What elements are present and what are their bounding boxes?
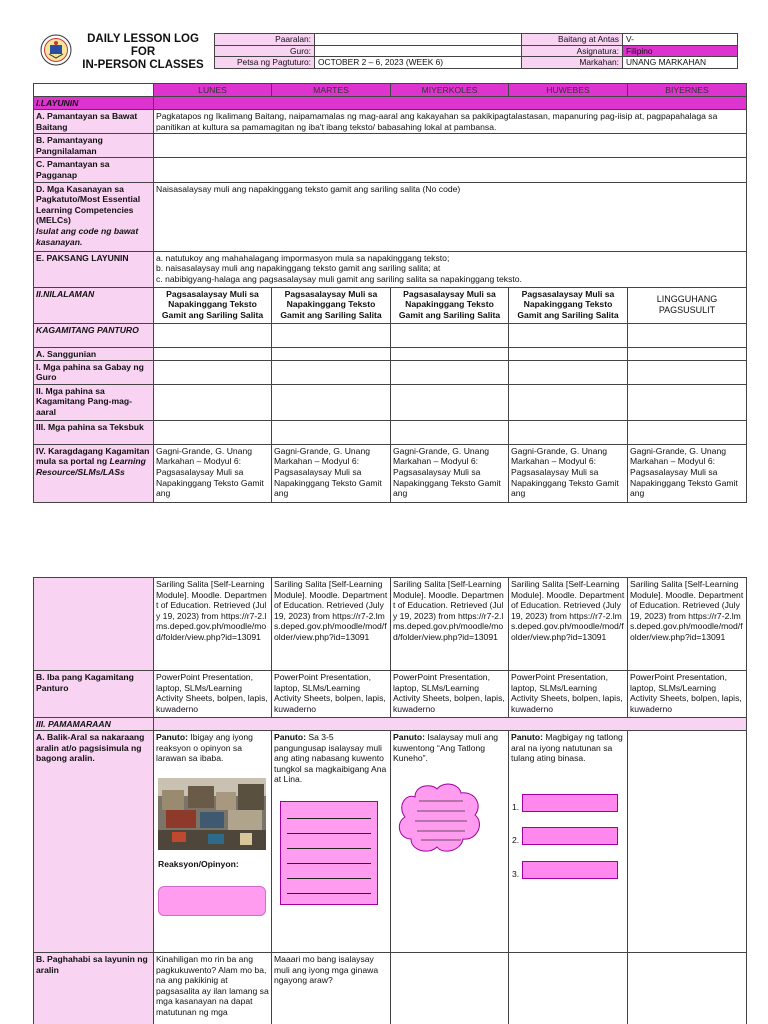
day-lunes: LUNES [154,84,272,97]
iba-lunes: PowerPoint Presentation, laptop, SLMs/Learning Activity Sheets, bolpen, lapis, kuwaderno [154,671,272,718]
panuto-label: Panuto: [393,732,425,742]
paghahabi-lunes: Kinahiligan mo rin ba ang pagkukuwento? Alam mo ba, na ang pakikinig at pagsasalita ay ilan lamang sa mga kasanayan na dapat matutunan ng mga [154,953,272,1024]
ref-huwebes: Gagni-Grande, G. Unang Markahan – Modyul 6: Pagsasalaysay Muli sa Napakinggang Teksto Gamit ang [509,444,628,502]
paaralan-label: Paaralan: [215,34,315,46]
reaksyon-label: Reaksyon/Opinyon: [158,859,239,869]
ref-cont-martes: Sariling Salita [Self-Learning Module]. Moodle. Department of Education. Retrieved (July 19, 2023) from https://r7-2.lms.deped.gov.ph/moodle/mod/folder/view.php?id=13091 [272,578,391,671]
ref-cont-biyernes: Sariling Salita [Self-Learning Module]. Moodle. Department of Education. Retrieved (July 19, 2023) from https://r7-2.lms.deped.gov.ph/moodle/mod/folder/view.php?id=13091 [628,578,747,671]
deped-seal-icon [40,34,72,66]
melc-text: Naisasalaysay muli ang napakinggang teksto gamit ang sariling salita (No code) [154,182,747,251]
layunin-c: c. nabibigyang-halaga ang pagsasalaysay muli gamit ang sariling salita sa napakinggang teksto. [156,273,522,284]
pamantayang-pangnilalaman-label: B. Pamantayang Pangnilalaman [34,134,154,158]
gabay-guro-label: I. Mga pahina sa Gabay ng Guro [34,360,154,384]
document-title [74,33,212,72]
sanggunian-label: A. Sanggunian [34,347,154,360]
lingguhang-pagsusulit: LINGGUHANG PAGSUSULIT [628,287,747,323]
wed-panuto: Isalaysay muli ang kuwentong “Ang Tatlong Kuneho”. [393,732,499,764]
nilalaman-heading: II.NILALAMAN [34,287,154,323]
header-info-table [214,33,738,69]
asignatura-label: Asignatura: [522,45,623,57]
aral-number-3: 3. [512,869,520,879]
day-huwebes: HUWEBES [509,84,628,97]
mon-panuto: Ibigay ang iyong reaksyon o opinyon sa larawan sa ibaba. [156,732,253,764]
paaralan-value [315,34,522,46]
topic-huwebes: Pagsasalaysay Muli sa Napakinggang Teksto Gamit ang Sariling Salita [509,287,628,323]
ref-miyerkoles: Gagni-Grande, G. Unang Markahan – Modyul 6: Pagsasalaysay Muli sa Napakinggang Teksto Gamit ang [391,444,509,502]
panuto-label: Panuto: [274,732,306,742]
day-martes: MARTES [272,84,391,97]
ref-lunes: Gagni-Grande, G. Unang Markahan – Modyul 6: Pagsasalaysay Muli sa Napakinggang Teksto Gamit ang [154,444,272,502]
aral-number-1: 1. [512,802,520,812]
aral-answer-box-3[interactable] [522,861,618,879]
title-line-2: IN-PERSON CLASSES [82,59,204,71]
pamantayan-bawat-baitang-label: A. Pamantayan sa Bawat Baitang [34,110,154,134]
iba-kagamitan-label: B. Iba pang Kagamitang Panturo [34,671,154,718]
pamantayan-bawat-baitang-text: Pagkatapos ng Ikalimang Baitang, naipamamalas ng mag-aaral ang kakayahan sa pakikipagtalastasan, mapanuring pag-iisip at, pagpapahalaga sa panitikan at kultura sa pamamagitan ng iba't ibang teksto/ babasahing lokal at pambansa. [154,110,747,134]
layunin-a: a. natutukoy ang mahahalagang impormasyon mula sa napakinggang teksto; [156,252,450,263]
aral-answer-box-1[interactable] [522,794,618,812]
markahan-value: UNANG MARKAHAN [623,57,738,69]
aral-answer-box-2[interactable] [522,827,618,845]
ref-cont-lunes: Sariling Salita [Self-Learning Module]. Moodle. Department of Education. Retrieved (July 19, 2023) from https://r7-2.lms.deped.gov.ph/moodle/mod/folder/view.php?id=13091 [154,578,272,671]
guro-value [315,45,522,57]
topic-martes: Pagsasalaysay Muli sa Napakinggang Teksto Gamit ang Sariling Salita [272,287,391,323]
day-header-row [34,84,747,97]
teksbuk-label: III. Mga pahina sa Teksbuk [34,420,154,444]
karagdagang-kagamitan-label [34,444,154,502]
ref-martes: Gagni-Grande, G. Unang Markahan – Modyul 6: Pagsasalaysay Muli sa Napakinggang Teksto Gamit ang [272,444,391,502]
guro-label: Guro: [215,45,315,57]
pamamaraan-heading: III. PAMAMARAAN [34,718,154,731]
kagamitang-pangmag-label: II. Mga pahina sa Kagamitang Pang-mag-aaral [34,384,154,420]
slum-photo-image [158,778,266,850]
baitang-label: Baitang at Antas [522,34,623,46]
topic-lunes: Pagsasalaysay Muli sa Napakinggang Teksto Gamit ang Sariling Salita [154,287,272,323]
reaksyon-answer-box[interactable] [158,886,266,916]
thu-panuto: Magbigay ng tatlong aral na iyong natutunan sa tulang ating binasa. [511,732,623,764]
panuto-label: Panuto: [511,732,543,742]
melc-italic-note: Isulat ang code ng bawat kasanayan. [36,225,139,247]
aral-number-2: 2. [512,835,520,845]
asignatura-value: Filipino [623,45,738,57]
melc-label: D. Mga Kasanayan sa Pagkatuto/Most Essential Learning Competencies (MELCs) [36,183,141,226]
panuto-label: Panuto: [156,732,188,742]
pamantayan-pagganap-label: C. Pamantayan sa Pagganap [34,158,154,182]
balik-aral-lunes [154,731,272,953]
balik-aral-miyerkoles [391,731,509,953]
iba-miyerkoles: PowerPoint Presentation, laptop, SLMs/Learning Activity Sheets, bolpen, lapis, kuwaderno [391,671,509,718]
iv-label-text: IV. Karagdagang Kagamitan mula sa portal ng [36,445,150,467]
baitang-value: V- [623,34,738,46]
day-biyernes: BIYERNES [628,84,747,97]
balik-aral-label: A. Balik-Aral sa nakaraang aralin at/o pagsisimula ng bagong aralin. [34,731,154,953]
ref-cont-miyerkoles: Sariling Salita [Self-Learning Module]. Moodle. Department of Education. Retrieved (July 19, 2023) from https://r7-2.lms.deped.gov.ph/moodle/mod/folder/view.php?id=13091 [391,578,509,671]
ref-biyernes: Gagni-Grande, G. Unang Markahan – Modyul 6: Pagsasalaysay Muli sa Napakinggang Teksto Gamit ang [628,444,747,502]
paghahabi-martes: Maaari mo bang isalaysay muli ang iyong mga ginawa ngayong araw? [272,953,391,1024]
layunin-b: b. naisasalaysay muli ang napakinggang teksto gamit ang sariling salita; at [156,263,441,274]
markahan-label: Markahan: [522,57,623,69]
balik-aral-huwebes [509,731,628,953]
paghahabi-label: B. Paghahabi sa layunin ng aralin [34,953,154,1024]
layunin-heading: I.LAYUNIN [34,97,154,110]
iba-martes: PowerPoint Presentation, laptop, SLMs/Learning Activity Sheets, bolpen, lapis, kuwaderno [272,671,391,718]
iv-label-italic: Learning Resource/SLMs/LASs [36,456,146,477]
day-miyerkoles: MIYERKOLES [391,84,509,97]
lesson-log-table-page2 [33,577,747,1024]
petsa-value: OCTOBER 2 – 6, 2023 (WEEK 6) [315,57,522,69]
salaysay-answer-box[interactable] [280,801,378,905]
ref-cont-huwebes: Sariling Salita [Self-Learning Module]. Moodle. Department of Education. Retrieved (July 19, 2023) from https://r7-2.lms.deped.gov.ph/moodle/mod/folder/view.php?id=13091 [509,578,628,671]
kagamitang-panturo-heading: KAGAMITANG PANTURO [34,323,154,347]
cloud-answer-box[interactable] [397,779,485,857]
petsa-label: Petsa ng Pagtuturo: [215,57,315,69]
tue-panuto: Sa 3-5 pangungusap isalaysay muli ang ating nabasang kuwento tungkol sa magkaibigang Ana at Lina. [274,732,387,785]
topic-miyerkoles: Pagsasalaysay Muli sa Napakinggang Teksto Gamit ang Sariling Salita [391,287,509,323]
paksang-layunin-label: E. PAKSANG LAYUNIN [34,251,154,287]
iba-biyernes: PowerPoint Presentation, laptop, SLMs/Learning Activity Sheets, bolpen, lapis, kuwaderno [628,671,747,718]
balik-aral-martes [272,731,391,953]
lesson-log-table-page1 [33,83,747,503]
title-line-1: DAILY LESSON LOG FOR [87,33,199,58]
iba-huwebes: PowerPoint Presentation, laptop, SLMs/Learning Activity Sheets, bolpen, lapis, kuwaderno [509,671,628,718]
